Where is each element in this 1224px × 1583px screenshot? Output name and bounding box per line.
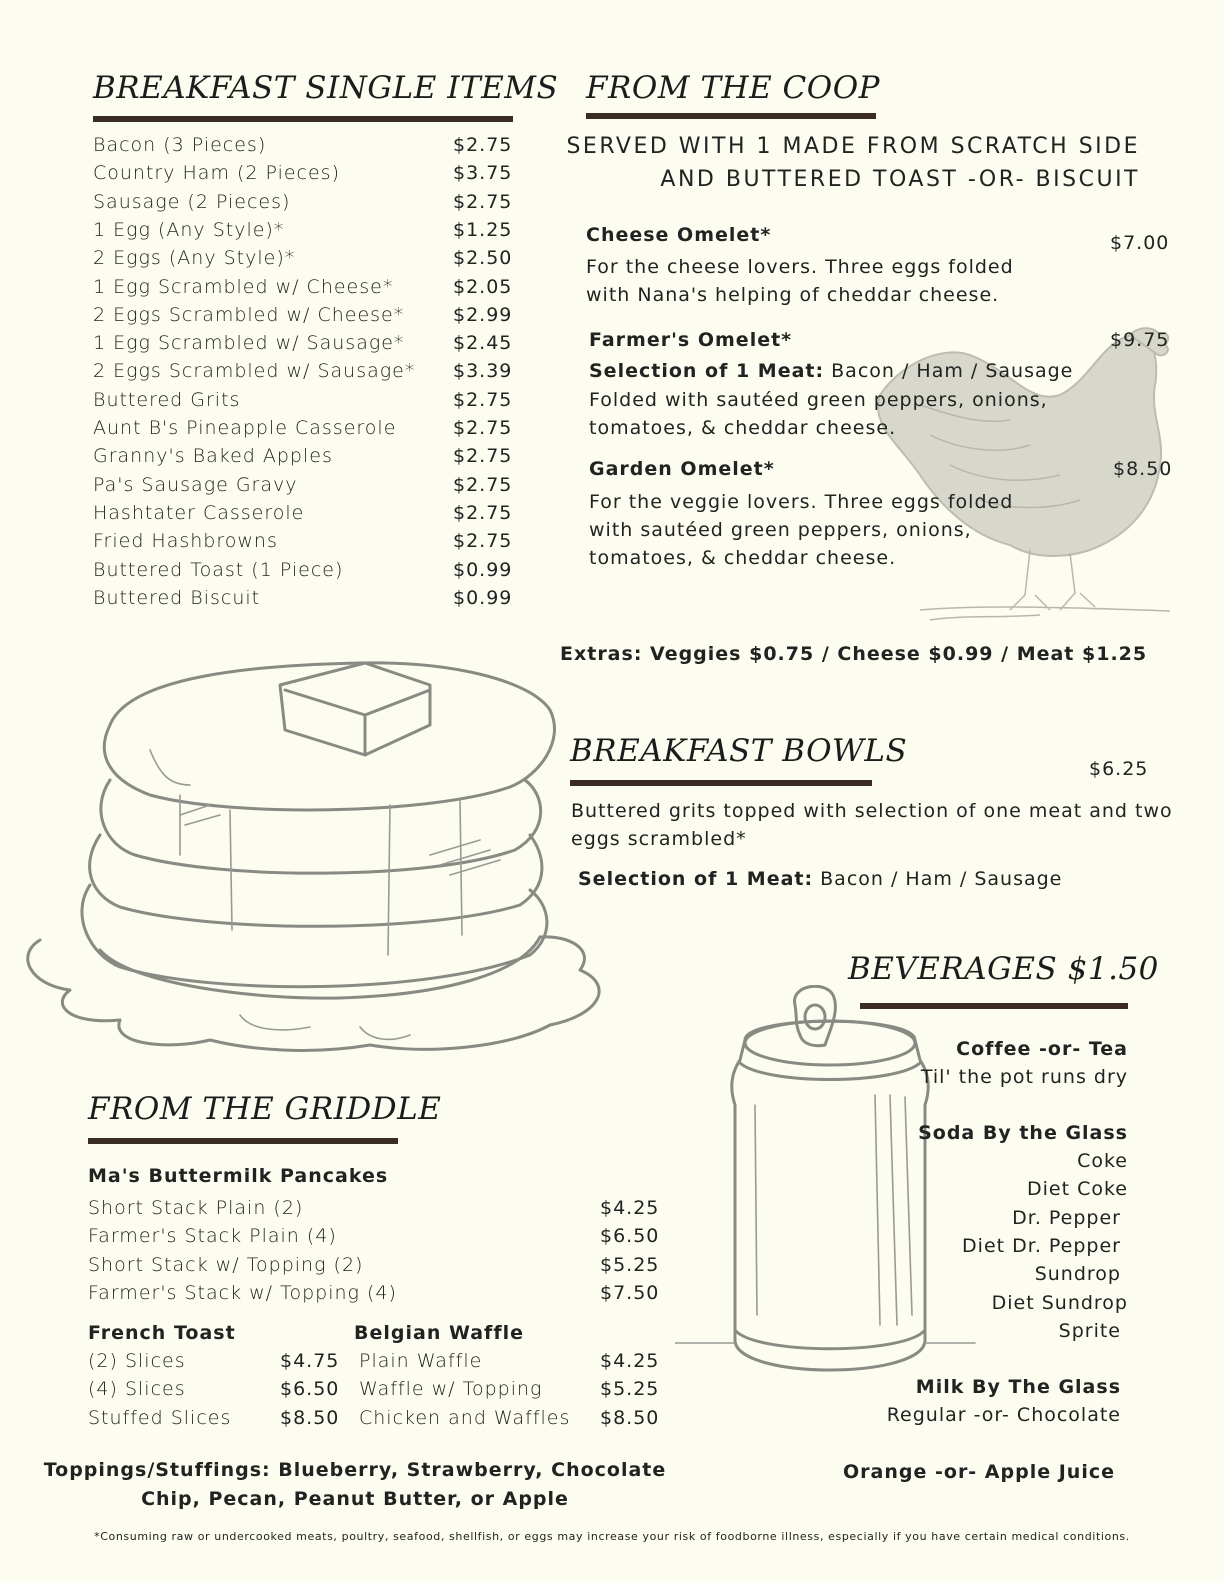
- bowls-desc2: eggs scrambled*: [571, 828, 747, 850]
- griddle-heading: FROM THE GRIDDLE: [88, 1091, 442, 1127]
- milk-title: Milk By The Glass: [915, 1376, 1121, 1398]
- pancake-stack-illustration-icon: [10, 655, 620, 1075]
- griddle-rule: [88, 1138, 398, 1144]
- single-item-name: 1 Egg Scrambled w/ Sausage*: [93, 332, 405, 355]
- single-items-rule: [93, 116, 513, 122]
- french-toast-title: French Toast: [88, 1322, 236, 1344]
- bowls-meat-label: Selection of 1 Meat:: [578, 868, 814, 890]
- pancakes-title: Ma's Buttermilk Pancakes: [88, 1165, 389, 1187]
- soda-item: Diet Sundrop: [991, 1291, 1128, 1314]
- waffle-item-name: Plain Waffle: [359, 1350, 483, 1372]
- french-toast-item-price: $8.50: [280, 1406, 340, 1429]
- toppings-line2: Chip, Pecan, Peanut Butter, or Apple: [141, 1488, 569, 1510]
- garden-omelet-desc1: For the veggie lovers. Three eggs folded: [589, 491, 1014, 513]
- single-item-name: Sausage (2 Pieces): [93, 190, 291, 213]
- single-item-price: $2.75: [453, 445, 513, 468]
- garden-omelet-name: Garden Omelet*: [589, 458, 775, 480]
- garden-omelet-desc2: with sautéed green peppers, onions,: [589, 519, 972, 541]
- milk-desc: Regular -or- Chocolate: [886, 1404, 1121, 1426]
- soda-item: Sprite: [1058, 1319, 1121, 1342]
- single-item-price: $2.75: [453, 501, 513, 524]
- single-item-name: Bacon (3 Pieces): [93, 134, 267, 156]
- beverages-heading: BEVERAGES $1.50: [848, 951, 1159, 987]
- french-toast-item-name: (2) Slices: [88, 1350, 186, 1372]
- coffee-desc: Til' the pot runs dry: [920, 1066, 1128, 1088]
- single-item-price: $2.99: [453, 303, 513, 326]
- beverages-rule: [860, 1003, 1128, 1009]
- garden-omelet-desc3: tomatoes, & cheddar cheese.: [589, 547, 897, 569]
- farmer-omelet-desc2: tomatoes, & cheddar cheese.: [589, 417, 897, 439]
- soda-item: Diet Coke: [1027, 1178, 1128, 1201]
- single-item-name: Pa's Sausage Gravy: [93, 473, 298, 496]
- french-toast-item-name: (4) Slices: [88, 1378, 186, 1401]
- bowls-meat: [578, 868, 1062, 890]
- single-item-price: $2.05: [453, 275, 513, 298]
- single-item-price: $3.39: [453, 360, 513, 383]
- coop-extras: Extras: Veggies $0.75 / Cheese $0.99 / Meat $1.25: [560, 643, 1148, 665]
- single-item-price: $2.75: [453, 530, 513, 553]
- soda-item: Diet Dr. Pepper: [962, 1234, 1121, 1257]
- single-item-name: Buttered Grits: [93, 388, 241, 411]
- soda-item: Coke: [1077, 1150, 1128, 1172]
- single-item-price: $2.75: [453, 190, 513, 213]
- farmer-omelet-meat: [589, 360, 1073, 382]
- farmer-omelet-desc1: Folded with sautéed green peppers, onions,: [589, 389, 1048, 411]
- single-item-name: Country Ham (2 Pieces): [93, 162, 340, 185]
- soda-item: Sundrop: [1034, 1263, 1121, 1286]
- single-item-price: $2.45: [453, 332, 513, 355]
- single-item-price: $2.75: [453, 388, 513, 411]
- french-toast-item-name: Stuffed Slices: [88, 1406, 232, 1429]
- juice-line: Orange -or- Apple Juice: [843, 1461, 1115, 1483]
- coop-rule: [586, 113, 876, 119]
- bowls-rule: [570, 780, 872, 786]
- waffle-item-price: $4.25: [600, 1350, 660, 1372]
- garden-omelet-price: $8.50: [1113, 458, 1173, 480]
- soda-title: Soda By the Glass: [918, 1122, 1128, 1144]
- coop-heading: FROM THE COOP: [586, 70, 880, 106]
- coffee-title: Coffee -or- Tea: [956, 1038, 1128, 1060]
- pancake-item-price: $7.50: [600, 1281, 660, 1304]
- single-item-name: Aunt B's Pineapple Casserole: [93, 417, 397, 439]
- cheese-omelet-desc1: For the cheese lovers. Three eggs folded: [586, 256, 1014, 278]
- single-item-name: Buttered Biscuit: [93, 586, 261, 609]
- soda-item: Dr. Pepper: [1012, 1206, 1121, 1229]
- coop-subtitle-line2: AND BUTTERED TOAST -OR- BISCUIT: [660, 167, 1140, 192]
- pancake-item-name: Short Stack w/ Topping (2): [88, 1253, 364, 1276]
- single-item-price: $2.75: [453, 417, 513, 439]
- single-item-price: $2.50: [453, 247, 513, 270]
- cheese-omelet-price: $7.00: [1110, 232, 1170, 254]
- single-item-price: $3.75: [453, 162, 513, 185]
- single-item-name: Hashtater Casserole: [93, 501, 305, 524]
- single-item-price: $0.99: [453, 558, 513, 581]
- french-toast-item-price: $4.75: [280, 1350, 340, 1372]
- farmer-meat-options: Bacon / Ham / Sausage: [831, 360, 1074, 382]
- bowls-meat-options: Bacon / Ham / Sausage: [820, 868, 1063, 890]
- farmer-omelet-price: $9.75: [1110, 329, 1170, 351]
- waffle-item-name: Waffle w/ Topping: [359, 1378, 543, 1401]
- waffle-item-name: Chicken and Waffles: [359, 1406, 571, 1429]
- pancake-item-price: $5.25: [600, 1253, 660, 1276]
- waffle-title: Belgian Waffle: [354, 1322, 524, 1344]
- cheese-omelet-name: Cheese Omelet*: [586, 224, 772, 246]
- single-items-heading: BREAKFAST SINGLE ITEMS: [93, 70, 559, 106]
- waffle-item-price: $5.25: [600, 1378, 660, 1401]
- french-toast-item-price: $6.50: [280, 1378, 340, 1401]
- pancake-item-name: Farmer's Stack Plain (4): [88, 1225, 337, 1248]
- single-item-name: 2 Eggs (Any Style)*: [93, 247, 296, 270]
- single-item-name: 1 Egg (Any Style)*: [93, 218, 285, 241]
- pancake-item-name: Short Stack Plain (2): [88, 1197, 304, 1219]
- disclaimer: *Consuming raw or undercooked meats, poultry, seafood, shellfish, or eggs may increase your risk of foodborne illness, especially if you have certain medical conditions.: [94, 1530, 1130, 1543]
- single-item-name: Fried Hashbrowns: [93, 530, 278, 553]
- pancake-item-price: $4.25: [600, 1197, 660, 1219]
- pancake-item-price: $6.50: [600, 1225, 660, 1248]
- single-item-price: $2.75: [453, 473, 513, 496]
- single-item-price: $1.25: [453, 218, 513, 241]
- single-item-name: 2 Eggs Scrambled w/ Sausage*: [93, 360, 416, 383]
- bowls-desc1: Buttered grits topped with selection of one meat and two: [571, 800, 1173, 822]
- single-item-name: 1 Egg Scrambled w/ Cheese*: [93, 275, 394, 298]
- pancake-item-name: Farmer's Stack w/ Topping (4): [88, 1281, 397, 1304]
- toppings-line1: Toppings/Stuffings: Blueberry, Strawberry, Chocolate: [43, 1459, 667, 1481]
- bowls-heading: BREAKFAST BOWLS: [570, 733, 908, 769]
- cheese-omelet-desc2: with Nana's helping of cheddar cheese.: [586, 284, 1000, 306]
- farmer-meat-label: Selection of 1 Meat:: [589, 360, 825, 382]
- bowls-price: $6.25: [1089, 758, 1149, 780]
- coop-subtitle-line1: SERVED WITH 1 MADE FROM SCRATCH SIDE: [566, 134, 1140, 159]
- farmer-omelet-name: Farmer's Omelet*: [589, 329, 793, 351]
- single-item-price: $0.99: [453, 586, 513, 609]
- single-item-name: 2 Eggs Scrambled w/ Cheese*: [93, 303, 405, 326]
- waffle-item-price: $8.50: [600, 1406, 660, 1429]
- single-item-name: Granny's Baked Apples: [93, 445, 333, 468]
- single-item-price: $2.75: [453, 134, 513, 156]
- single-item-name: Buttered Toast (1 Piece): [93, 558, 344, 581]
